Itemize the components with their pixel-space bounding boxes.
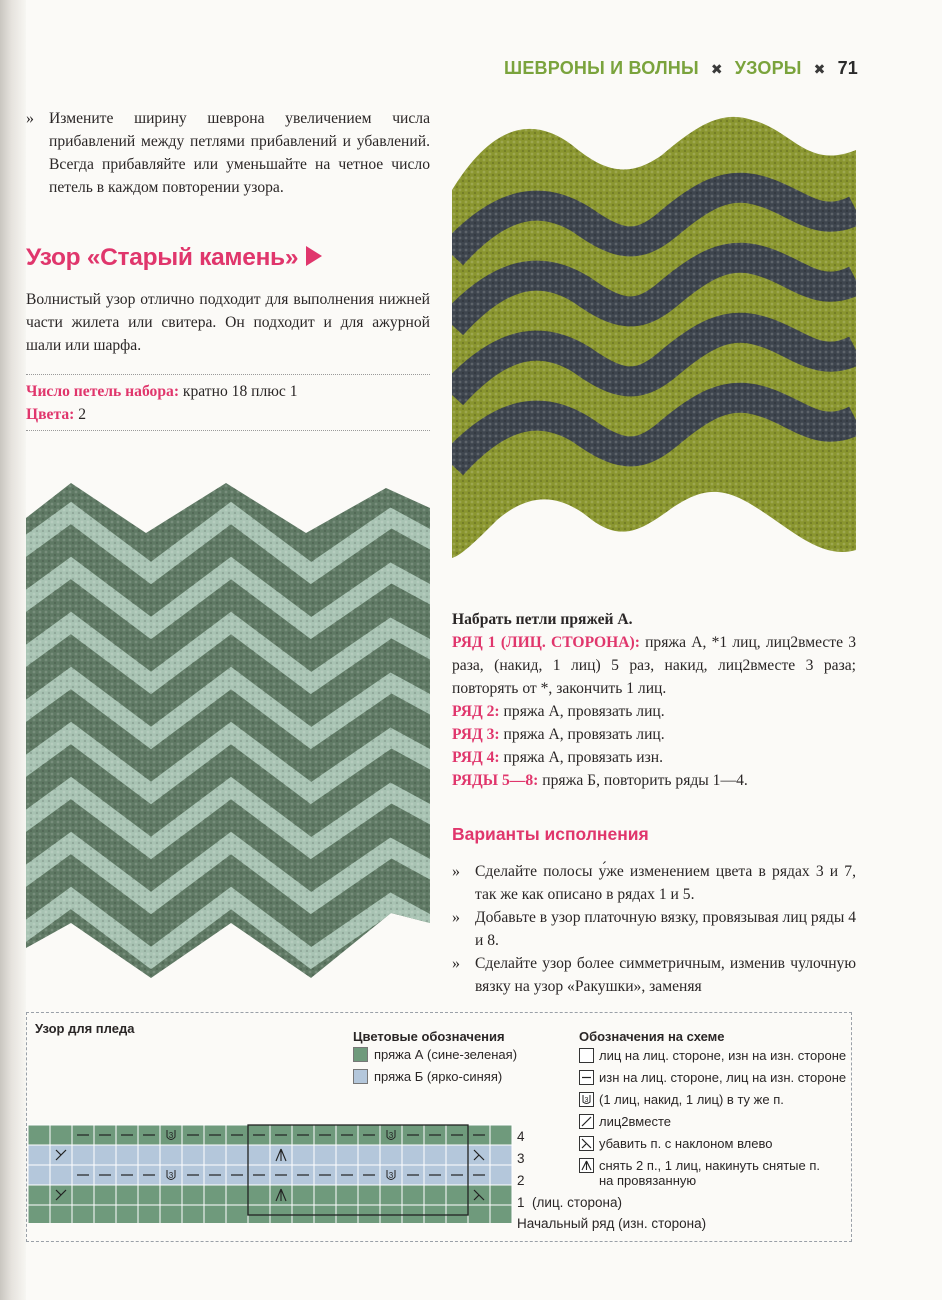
variation-item: » Сделайте узор более симметричным, изменив чулочную вязку на узор «Ракушки», заменяя [452, 952, 856, 998]
instructions [452, 608, 856, 792]
increase-symbol: 3 [168, 1171, 174, 1180]
pattern-title: Узор «Старый камень» [26, 244, 322, 272]
chart-cell [160, 1145, 182, 1165]
page-number: 71 [837, 58, 858, 78]
chart-cell [116, 1205, 138, 1223]
sk2p-icon [579, 1158, 594, 1173]
chart-cell [358, 1185, 380, 1205]
chart-cell [204, 1205, 226, 1223]
chart-cell [490, 1185, 512, 1205]
row-number: 3 [517, 1151, 525, 1166]
legend-item-yarn-a: пряжа А (сине-зеленая) [353, 1047, 517, 1062]
chart-cell [28, 1125, 50, 1145]
knitting-chart-grid [28, 1123, 518, 1228]
row-instruction: РЯД 3: пряжа А, провязать лиц. [452, 726, 665, 743]
chart-cell [116, 1185, 138, 1205]
chart-cell [314, 1185, 336, 1205]
cast-on-instruction: Набрать петли пряжей А. [452, 611, 633, 628]
chart-title: Узор для пледа [35, 1021, 135, 1036]
row-instruction: РЯД 1 (ЛИЦ. СТОРОНА): пряжа А, *1 лиц, лиц2вместе 3 раза, (накид, 1 лиц) 5 раз, накид, лиц2вместе 3 раза; повторять от *, закончить 1 лиц. [452, 634, 857, 697]
chart-cell [248, 1205, 270, 1223]
key-item: лиц на лиц. стороне, изн на изн. стороне [579, 1048, 846, 1063]
key-item: изн на лиц. стороне, лиц на изн. стороне [579, 1070, 846, 1085]
page-binding-shadow [0, 0, 26, 1300]
divider [26, 430, 430, 431]
divider [26, 374, 430, 375]
increase-symbol: 3 [388, 1171, 394, 1180]
svg-text:3: 3 [584, 1097, 589, 1104]
key-item: убавить п. с наклоном влево [579, 1136, 772, 1151]
chart-cell [424, 1205, 446, 1223]
increase-symbol: 3 [168, 1131, 174, 1140]
chart-cell [116, 1145, 138, 1165]
row-instruction: РЯДЫ 5—8: пряжа Б, повторить ряды 1—4. [452, 772, 748, 789]
chart-cell [182, 1145, 204, 1165]
chart-cell [72, 1185, 94, 1205]
increase-3-icon [579, 1092, 594, 1107]
top-tip-list [26, 107, 430, 199]
row-number: 4 [517, 1129, 525, 1144]
chart-cell [138, 1205, 160, 1223]
legend-title: Цветовые обозначения [353, 1029, 505, 1044]
chart-cell [160, 1185, 182, 1205]
chart-cell [94, 1185, 116, 1205]
ssk-icon [579, 1136, 594, 1151]
section-title: ШЕВРОНЫ И ВОЛНЫ [504, 58, 699, 78]
chart-cell [468, 1205, 490, 1223]
chart-cell [446, 1185, 468, 1205]
chart-cell [182, 1205, 204, 1223]
chart-cell [72, 1205, 94, 1223]
chart-cell [248, 1145, 270, 1165]
row-number: 1 (лиц. сторона) [517, 1195, 622, 1210]
chart-cell [204, 1185, 226, 1205]
chart-cell [28, 1145, 50, 1165]
chart-cell [28, 1165, 50, 1185]
chart-cell [314, 1205, 336, 1223]
chart-cell [226, 1185, 248, 1205]
chart-cell [490, 1205, 512, 1223]
chart-cell [358, 1145, 380, 1165]
chart-cell [226, 1205, 248, 1223]
foundation-row-label: Начальный ряд (изн. сторона) [517, 1216, 707, 1231]
chart-cell [72, 1145, 94, 1165]
chart-cell [160, 1205, 182, 1223]
increase-symbol: 3 [388, 1131, 394, 1140]
chart-cell [292, 1205, 314, 1223]
chevron-swatch-photo [26, 478, 430, 1008]
running-head [504, 58, 858, 79]
chart-cell [270, 1205, 292, 1223]
chart-cell [402, 1205, 424, 1223]
chart-cell [248, 1185, 270, 1205]
variation-item: » Добавьте в узор платочную вязку, провязывая лиц ряды 4 и 8. [452, 906, 856, 952]
key-item: 3 (1 лиц, накид, 1 лиц) в ту же п. [579, 1092, 784, 1107]
blank-square-icon [579, 1048, 594, 1063]
dash-square-icon [579, 1070, 594, 1085]
chart-cell [138, 1185, 160, 1205]
row-number: 2 [517, 1173, 525, 1188]
chart-cell [336, 1185, 358, 1205]
chart-cell [28, 1185, 50, 1205]
key-item: снять 2 п., 1 лиц, накинуть снятые п. на провязанную [579, 1158, 831, 1188]
chart-cell [292, 1185, 314, 1205]
chart-cell [490, 1165, 512, 1185]
k2tog-icon [579, 1114, 594, 1129]
chart-cell [226, 1145, 248, 1165]
chart-cell [292, 1145, 314, 1165]
keys-title: Обозначения на схеме [579, 1029, 725, 1044]
chart-cell [204, 1145, 226, 1165]
chart-cell [446, 1145, 468, 1165]
key-item: лиц2вместе [579, 1114, 671, 1129]
separator-star-icon: ✖ [710, 61, 723, 77]
colors-line: Цвета: 2 [26, 406, 87, 423]
chart-cell [94, 1205, 116, 1223]
chart-cell [424, 1145, 446, 1165]
chart-cell [424, 1185, 446, 1205]
chart-cell [50, 1205, 72, 1223]
chart-box [26, 1012, 852, 1242]
legend-item-yarn-b: пряжа Б (ярко-синяя) [353, 1069, 502, 1084]
variations-title: Варианты исполнения [452, 824, 649, 844]
chart-cell [358, 1205, 380, 1223]
pattern-intro: Волнистый узор отлично подходит для выполнения нижней части жилета или свитера. Он подходит и для ажурной шали или шарфа. [26, 291, 430, 354]
separator-star-icon: ✖ [813, 61, 826, 77]
top-tip: » Измените ширину шеврона увеличением числа прибавлений между петлями прибавлений и убавлений. Всегда прибавляйте или уменьшайте на четное число петель в каждом повторении узора. [26, 107, 430, 199]
chart-cell [380, 1205, 402, 1223]
chart-cell [336, 1145, 358, 1165]
chart-cell [182, 1185, 204, 1205]
chart-cell [50, 1165, 72, 1185]
chart-cell [380, 1145, 402, 1165]
chart-cell [380, 1185, 402, 1205]
variation-item: » Сделайте полосы у́же изменением цвета в рядах 3 и 7, так же как описано в рядах 1 и 5. [452, 860, 856, 906]
row-instruction: РЯД 2: пряжа А, провязать лиц. [452, 703, 665, 720]
variations-list [452, 860, 856, 998]
chart-cell [314, 1145, 336, 1165]
chapter-title: УЗОРЫ [734, 58, 802, 78]
chart-cell [94, 1145, 116, 1165]
chart-cell [402, 1185, 424, 1205]
chart-cell [28, 1205, 50, 1223]
color-swatch [353, 1047, 368, 1062]
row-instruction: РЯД 4: пряжа А, провязать изн. [452, 749, 664, 766]
wave-swatch-photo [452, 110, 856, 572]
arrow-right-icon [306, 246, 322, 266]
chart-cell [336, 1205, 358, 1223]
pattern-meta [26, 380, 430, 426]
chart-cell [402, 1145, 424, 1165]
chart-cell [446, 1205, 468, 1223]
cast-on-line: Число петель набора: кратно 18 плюс 1 [26, 383, 298, 400]
chart-cell [490, 1145, 512, 1165]
chart-cell [138, 1145, 160, 1165]
chart-cell [50, 1125, 72, 1145]
color-swatch [353, 1069, 368, 1084]
chart-cell [490, 1125, 512, 1145]
